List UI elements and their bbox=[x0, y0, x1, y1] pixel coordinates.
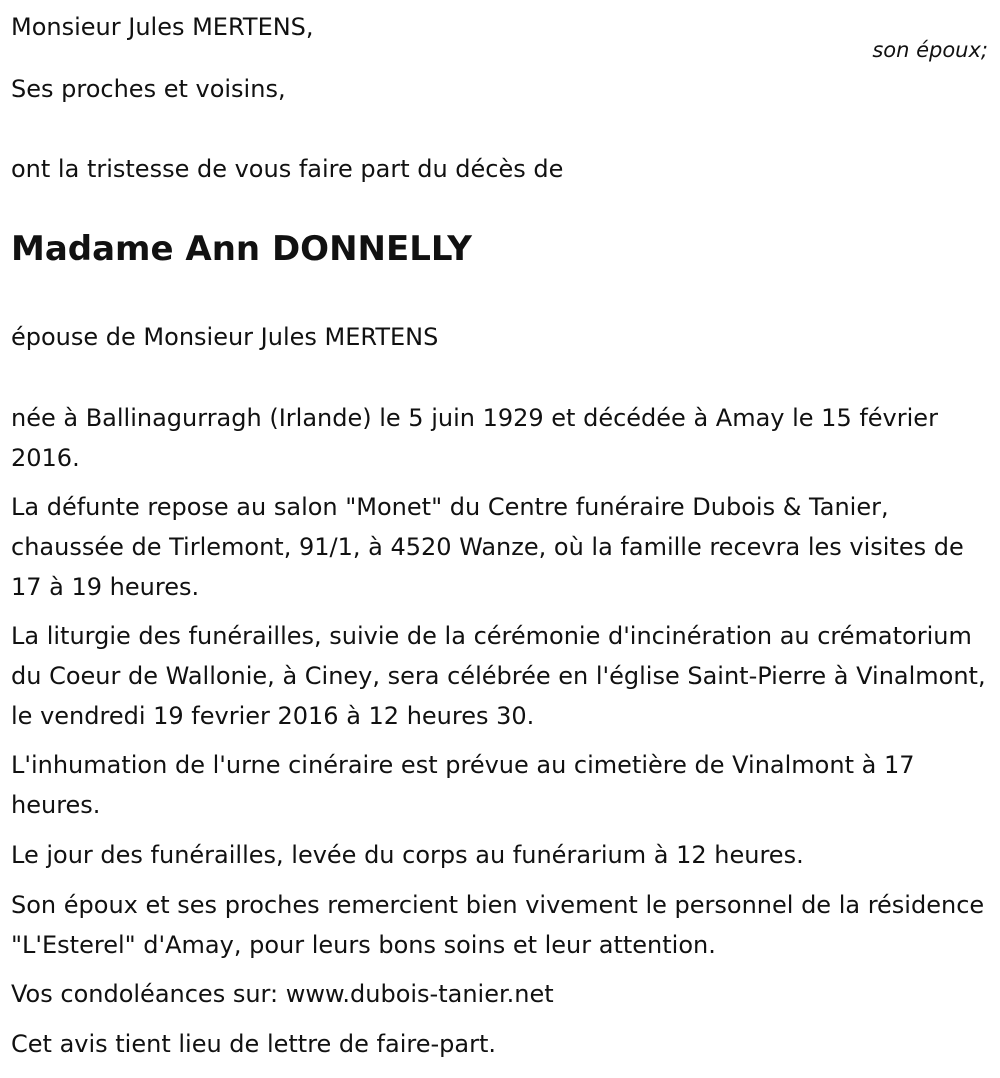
viewing-paragraph: La défunte repose au salon "Monet" du Centre funéraire Dubois & Tanier, chaussée de Tirlemont, 91/1, à 4520 Wanze, où la famille recevra les visites de 17 à 19 heures. bbox=[11, 493, 964, 601]
deceased-name: Madame Ann DONNELLY bbox=[11, 229, 472, 269]
relatives-line: Ses proches et voisins, bbox=[11, 75, 286, 103]
burial-paragraph: L'inhumation de l'urne cinéraire est prévue au cimetière de Vinalmont à 17 heures. bbox=[11, 751, 915, 819]
husband-line: Monsieur Jules MERTENS, bbox=[11, 13, 314, 41]
liturgy-paragraph: La liturgie des funérailles, suivie de la cérémonie d'incinération au crématorium du Coeur de Wallonie, à Ciney, sera célébrée en l'église Saint-Pierre à Vinalmont, le vendredi 19 fevrier 2016 à 12 heures 30. bbox=[11, 622, 986, 730]
husband-relation: son époux; bbox=[872, 38, 988, 62]
birth-death-paragraph: née à Ballinagurragh (Irlande) le 5 juin 1929 et décédée à Amay le 15 février 2016. bbox=[11, 404, 938, 472]
spouse-line: épouse de Monsieur Jules MERTENS bbox=[11, 323, 439, 351]
notice-paragraph: Cet avis tient lieu de lettre de faire-part. bbox=[11, 1030, 496, 1058]
condolences-paragraph: Vos condoléances sur: www.dubois-tanier.net bbox=[11, 980, 554, 1008]
thanks-paragraph: Son époux et ses proches remercient bien vivement le personnel de la résidence "L'Esterel" d'Amay, pour leurs bons soins et leur attention. bbox=[11, 891, 985, 959]
announcement-intro: ont la tristesse de vous faire part du décès de bbox=[11, 155, 564, 183]
procession-paragraph: Le jour des funérailles, levée du corps au funérarium à 12 heures. bbox=[11, 841, 804, 869]
